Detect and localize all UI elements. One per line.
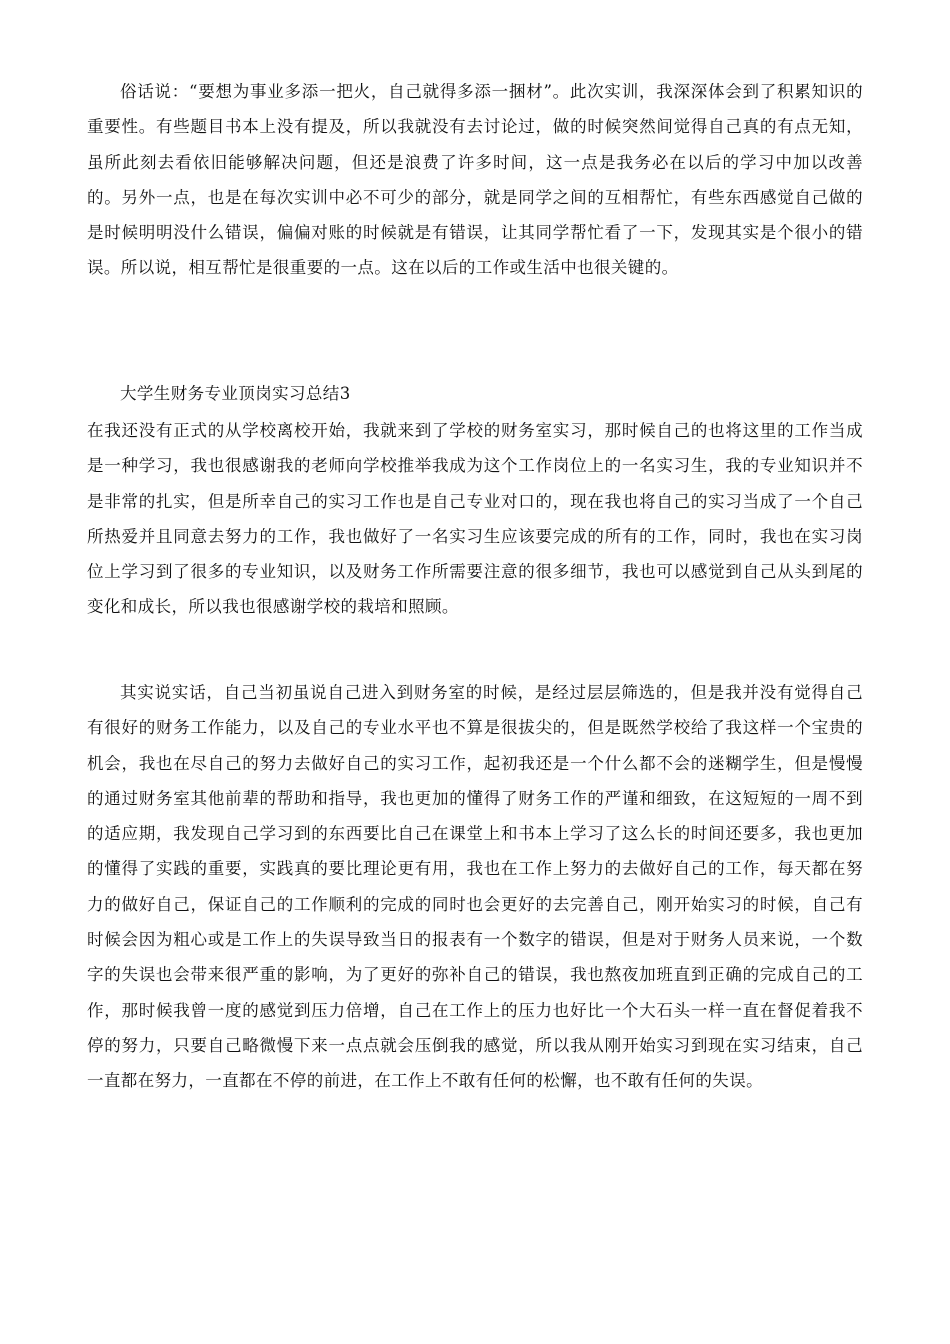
paragraph-2: 在我还没有正式的从学校离校开始，我就来到了学校的财务室实习，那时候自己的也将这里的工作当成是一种学习，我也很感谢我的老师向学校推举我成为这个工作岗位上的一名实习生，我的专业知识并不是非常的扎实，但是所幸自己的实习工作也是自己专业对口的，现在我也将自己的实习当成了一个自己所热爱并且同意去努力的工作，我也做好了一名实习生应该要完成的所有的工作，同时，我也在实习岗位上学习到了很多的专业知识，以及财务工作所需要注意的很多细节，我也可以感觉到自己从头到尾的变化和成长，所以我也很感谢学校的栽培和照顾。 — [87, 421, 863, 617]
paragraph-1: 俗话说：“要想为事业多添一把火，自己就得多添一捆材”。此次实训，我深深体会到了积累知识的重要性。有些题目书本上没有提及，所以我就没有去讨论过，做的时候突然间觉得自己真的有点无知，虽所此刻去看依旧能够解决问题，但还是浪费了许多时间，这一点是我务必在以后的学习中加以改善的。另外一点，也是在每次实训中必不可少的部分，就是同学之间的互相帮忙，有些东西感觉自己做的是时候明明没什么错误，偏偏对账的时候就是有错误，让其同学帮忙看了一下，发现其实是个很小的错误。所以说，相互帮忙是很重要的一点。这在以后的工作或生活中也很关键的。 — [87, 82, 863, 278]
paragraph-3: 其实说实话，自己当初虽说自己进入到财务室的时候，是经过层层筛选的，但是我并没有觉得自己有很好的财务工作能力，以及自己的专业水平也不算是很拔尖的，但是既然学校给了我这样一个宝贵的机会，我也在尽自己的努力去做好自己的实习工作，起初我还是一个什么都不会的迷糊学生，但是慢慢的通过财务室其他前辈的帮助和指导，我也更加的懂得了财务工作的严谨和细致，在这短短的一周不到的适应期，我发现自己学习到的东西要比自己在课堂上和书本上学习了这么长的时间还要多，我也更加的懂得了实践的重要，实践真的要比理论更有用，我也在工作上努力的去做好自己的工作，每天都在努力的做好自己，保证自己的工作顺利的完成的同时也会更好的去完善自己，刚开始实习的时候，自己有时候会因为粗心或是工作上的失误导致当日的报表有一个数字的错误，但是对于财务人员来说，一个数字的失误也会带来很严重的影响，为了更好的弥补自己的错误，我也熬夜加班直到正确的完成自己的工作，那时候我曾一度的感觉到压力倍增，自己在工作上的压力也好比一个大石头一样一直在督促着我不停的努力，只要自己略微慢下来一点点就会压倒我的感觉，所以我从刚开始实习到现在实习结束，自己一直都在努力，一直都在不停的前进，在工作上不敢有任何的松懈，也不敢有任何的失误。 — [87, 683, 863, 1091]
section-heading-3: 大学生财务专业顶岗实习总结3 — [120, 384, 351, 403]
